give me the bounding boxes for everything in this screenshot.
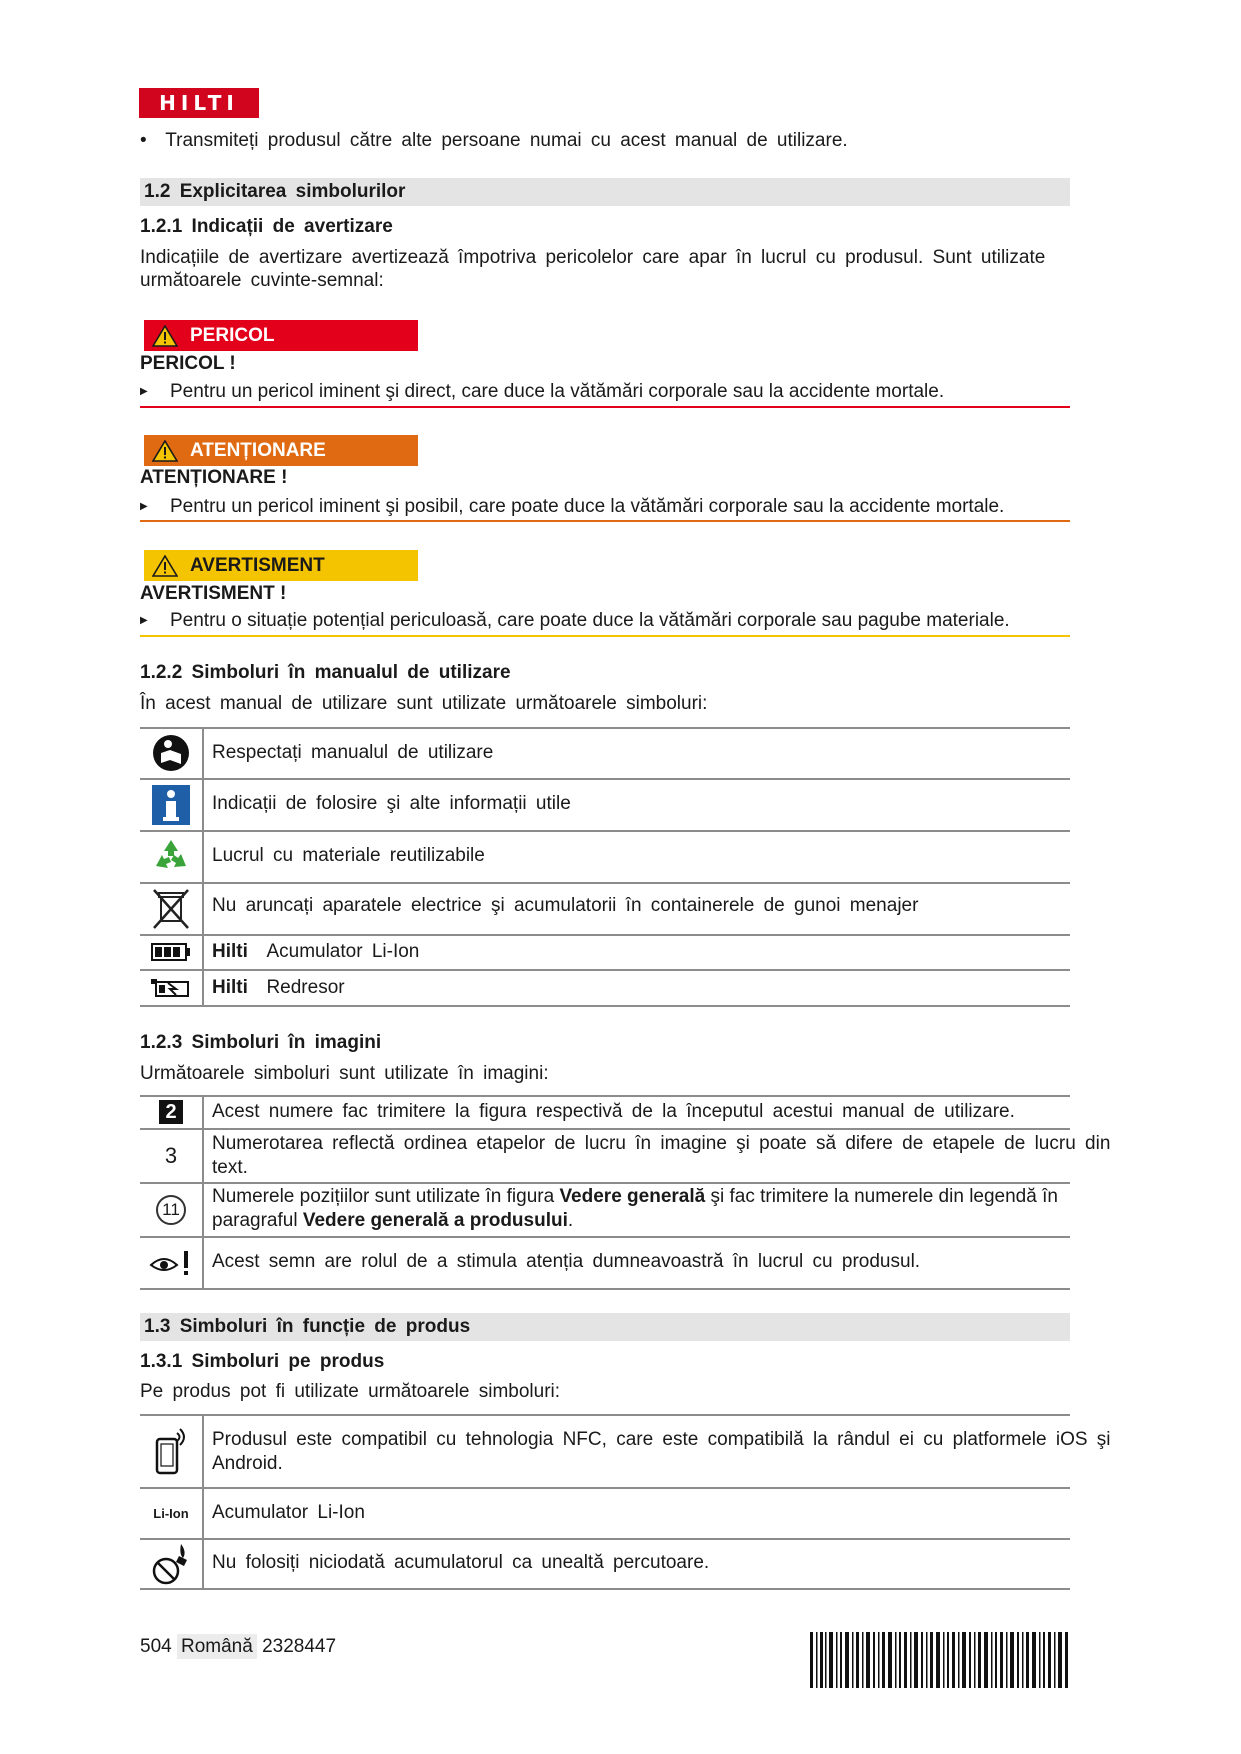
product-symbol-text: Produsul este compatibil cu tehnologia NFC, care este compatibilă la rândul ei cu platformele iOS şi Android. xyxy=(212,1429,1111,1474)
table-rule xyxy=(140,778,1070,780)
danger-rule xyxy=(140,406,1070,408)
intro-bullet-text: Transmiteți produsul către alte persoane numai cu acest manual de utilizare. xyxy=(165,130,848,151)
barcode-image xyxy=(810,1632,1070,1688)
hilti-logo xyxy=(139,88,259,118)
image-symbol-text: Acest numere fac trimitere la figura respectivă de la începutul acestui manual de utilizare. xyxy=(212,1101,1015,1122)
table-row xyxy=(140,1415,202,1487)
intro-bullet: • Transmiteți produsul către alte persoane numai cu acest manual de utilizare. xyxy=(140,130,848,151)
notice-rule xyxy=(140,635,1070,637)
document-number: 2328447 xyxy=(262,1636,337,1657)
notice-banner-label: AVERTISMENT xyxy=(190,554,325,576)
position-text-b: şi fac trimitere la numerele din legendă în paragraful xyxy=(212,1186,1058,1231)
table-rule xyxy=(140,882,1070,884)
table-rule xyxy=(140,1538,1070,1540)
triangle-bullet-icon: ▶ xyxy=(140,501,148,513)
position-text-c: . xyxy=(567,1210,574,1231)
caution-banner-label: ATENȚIONARE xyxy=(190,439,326,461)
table-rule xyxy=(140,1487,1070,1489)
table-row xyxy=(140,1183,202,1236)
triangle-bullet-icon: ▶ xyxy=(140,386,148,398)
subheading-1-2-3: 1.2.3 Simboluri în imagini xyxy=(140,1032,382,1053)
table-rule xyxy=(140,1005,1070,1007)
table-rule xyxy=(140,727,1070,729)
image-symbol-text: Acest semn are rolul de a stimula atenția dumneavoastră în lucrul cu produsul. xyxy=(212,1251,921,1272)
manual-symbol-text: Indicații de folosire şi alte informații utile xyxy=(212,793,571,814)
table-rule xyxy=(140,1236,1070,1238)
table-row xyxy=(140,1539,202,1588)
caution-title: ATENȚIONARE ! xyxy=(140,467,288,488)
figure-number-icon: 2 xyxy=(159,1100,183,1124)
table-row xyxy=(140,1488,202,1538)
table-rule xyxy=(140,934,1070,936)
manual-symbol-text: Respectați manualul de utilizare xyxy=(212,742,494,763)
notice-text: Pentru o situație potențial periculoasă, care poate duce la vătămări corporale sau pagube materiale. xyxy=(170,610,1010,631)
warning-triangle-icon xyxy=(152,440,178,462)
table-row xyxy=(140,779,202,830)
manual-symbol-text xyxy=(212,940,419,964)
li-ion-label-icon: Li-Ion xyxy=(153,1505,189,1521)
page-number: 504 xyxy=(140,1636,172,1657)
table-rule xyxy=(140,830,1070,832)
position-text-a: Numerele pozițiilor sunt utilizate în figura xyxy=(212,1186,560,1207)
manual-symbol-text: Lucrul cu materiale reutilizabile xyxy=(212,845,485,866)
table-rule xyxy=(140,1288,1070,1290)
danger-item xyxy=(140,381,944,403)
table-row xyxy=(140,883,202,934)
no-hammer-icon xyxy=(151,1542,191,1586)
caution-rule xyxy=(140,520,1070,522)
caution-item xyxy=(140,496,1004,518)
table-rule xyxy=(140,969,1070,971)
subheading-1-2-1: 1.2.1 Indicații de avertizare xyxy=(140,216,393,237)
position-bold-b: Vedere generală a produsului xyxy=(302,1210,568,1231)
charger-text: Redresor xyxy=(266,977,345,998)
caution-text: Pentru un pericol iminent şi posibil, care poate duce la vătămări corporale sau la accidente mortale. xyxy=(170,496,1005,517)
language-label: Română xyxy=(177,1634,257,1659)
table-column-divider xyxy=(202,727,204,1005)
warning-triangle-icon xyxy=(152,555,178,577)
nfc-phone-icon xyxy=(151,1425,191,1477)
notice-title: AVERTISMENT ! xyxy=(140,583,287,604)
notice-banner xyxy=(144,550,418,581)
caution-banner xyxy=(144,435,418,466)
table-rule xyxy=(140,1095,1070,1097)
image-symbol-text: Numerotarea reflectă ordinea etapelor de lucru în imagine şi poate să difere de etapele de lucru din text. xyxy=(212,1133,1111,1178)
notice-item xyxy=(140,610,1010,632)
product-symbol-text: Nu folosiți niciodată acumulatorul ca unealtă percutoare. xyxy=(212,1552,710,1573)
info-icon xyxy=(151,784,191,826)
paragraph-1-2-3: Următoarele simboluri sunt utilizate în imagini: xyxy=(140,1063,549,1084)
danger-banner xyxy=(144,320,418,351)
subheading-1-2-2: 1.2.2 Simboluri în manualul de utilizare xyxy=(140,662,511,683)
table-column-divider xyxy=(202,1414,204,1588)
table-row xyxy=(140,1096,202,1128)
product-symbol-text: Acumulator Li-Ion xyxy=(212,1502,365,1523)
battery-text: Acumulator Li-Ion xyxy=(266,941,420,962)
danger-title: PERICOL ! xyxy=(140,353,236,374)
danger-text: Pentru un pericol iminent şi direct, care duce la vătămări corporale sau la accidente mortale. xyxy=(170,381,945,402)
table-rule xyxy=(140,1588,1070,1590)
warning-triangle-icon xyxy=(152,325,178,347)
paragraph-1-2-2: În acest manual de utilizare sunt utilizate următoarele simboluri: xyxy=(140,693,708,714)
table-rule xyxy=(140,1414,1070,1416)
table-row xyxy=(140,970,202,1005)
eye-attention-icon xyxy=(149,1249,193,1277)
battery-icon xyxy=(151,942,191,962)
manual-symbol-text: Nu aruncați aparatele electrice şi acumulatorii în containerele de gunoi menajer xyxy=(212,895,919,916)
table-row xyxy=(140,1237,202,1288)
subheading-1-3-1: 1.3.1 Simboluri pe produs xyxy=(140,1351,385,1372)
hilti-brand: Hilti xyxy=(212,941,248,962)
charger-icon xyxy=(150,976,192,1000)
table-row xyxy=(140,831,202,882)
image-symbol-text xyxy=(212,1185,1072,1233)
paragraph-1-3-1: Pe produs pot fi utilizate următoarele simboluri: xyxy=(140,1381,561,1402)
crossed-bin-icon xyxy=(150,887,192,931)
hilti-brand: Hilti xyxy=(212,977,248,998)
table-column-divider xyxy=(202,1095,204,1288)
table-rule xyxy=(140,1128,1070,1130)
section-heading-1-3: 1.3 Simboluri în funcție de produs xyxy=(140,1313,1070,1341)
paragraph-1-2-1: Indicațiile de avertizare avertizează împotriva pericolelor care apar în lucrul cu produsul. Sunt utilizate următoarele cuvinte-semnal: xyxy=(140,247,1046,291)
triangle-bullet-icon: ▶ xyxy=(140,615,148,627)
step-number-icon: 3 xyxy=(164,1142,178,1168)
table-row xyxy=(140,1129,202,1182)
manual-symbol-text xyxy=(212,976,345,1000)
logo-text: HILTI xyxy=(159,91,239,115)
danger-banner-label: PERICOL xyxy=(190,324,275,346)
table-row xyxy=(140,935,202,969)
recycle-icon xyxy=(150,836,192,878)
read-manual-icon xyxy=(151,733,191,773)
position-number-icon: 11 xyxy=(156,1195,186,1225)
table-rule xyxy=(140,1182,1070,1184)
table-row xyxy=(140,728,202,778)
page-footer xyxy=(140,1636,336,1658)
position-bold-a: Vedere generală xyxy=(559,1186,706,1207)
section-heading-1-2: 1.2 Explicitarea simbolurilor xyxy=(140,178,1070,206)
